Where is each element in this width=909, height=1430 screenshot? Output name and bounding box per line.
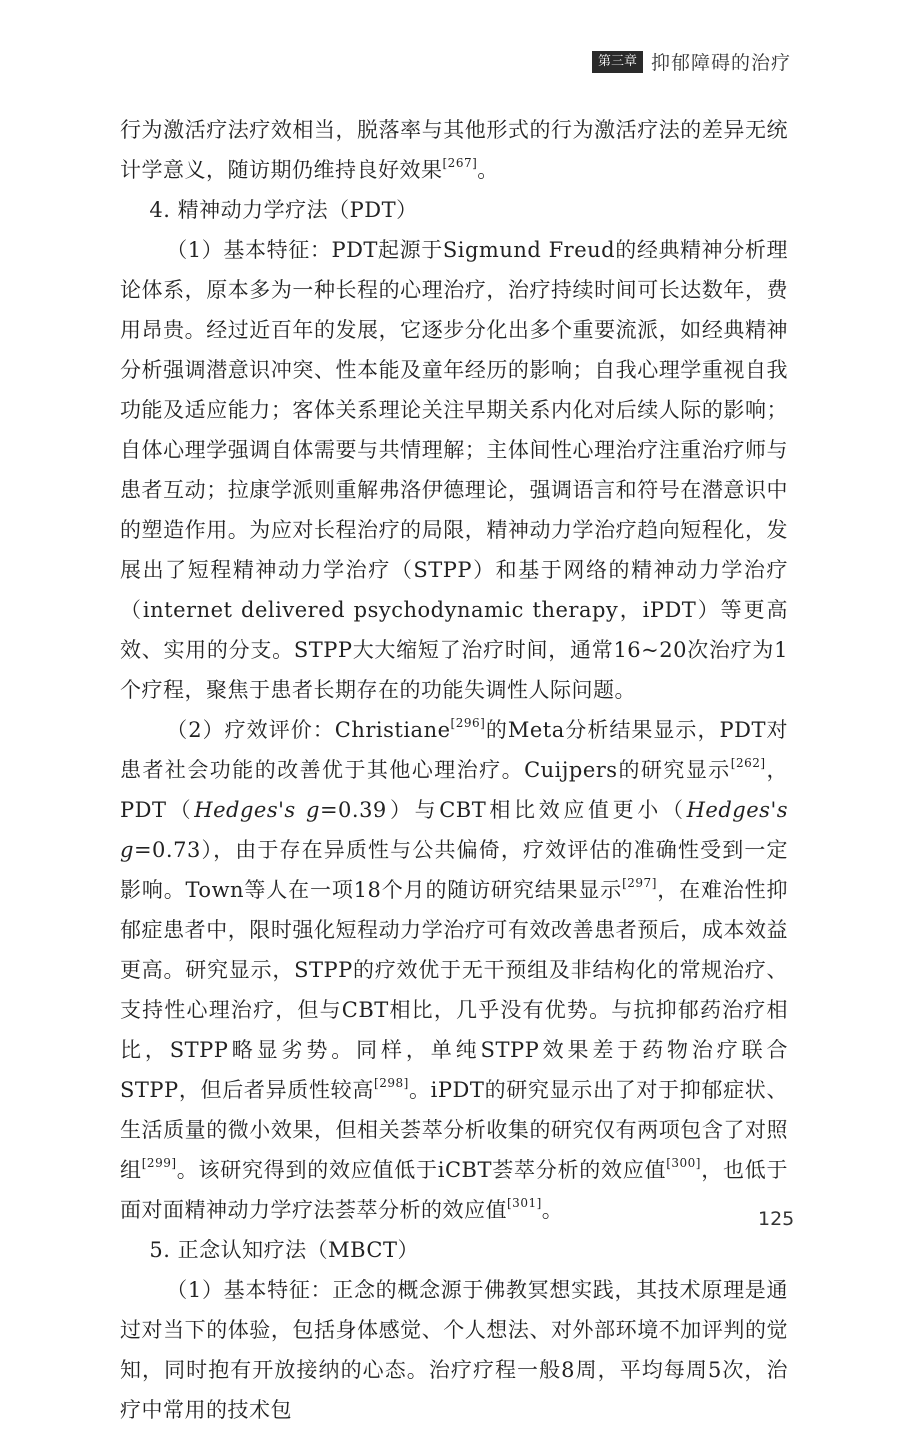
text-segment: ，PDT（	[120, 758, 788, 822]
paragraph-text-end: 。	[477, 158, 499, 182]
citation: [297]	[622, 876, 657, 890]
text-segment: ，在难治性抑郁症患者中，限时强化短程动力学治疗可有效改善患者预后，成本效益更高。研究显示，STPP的疗效优于无干预组及非结构化的常规治疗、支持性心理治疗，但与CBT相比，几乎没有优势。与抗抑郁药治疗相比，STPP略显劣势。同样，单纯STPP效果差于药物治疗联合STPP，但后者异质性较高	[120, 878, 788, 1102]
paragraph-pdt-features: （1）基本特征：PDT起源于Sigmund Freud的经典精神分析理论体系，原本多为一种长程的心理治疗，治疗持续时间可长达数年，费用昂贵。经过近百年的发展，它逐步分化出多个重要流派，如经典精神分析强调潜意识冲突、性本能及童年经历的影响；自我心理学重视自我功能及适应能力；客体关系理论关注早期关系内化对后续人际的影响；自体心理学强调自体需要与共情理解；主体间性心理治疗注重治疗师与患者互动；拉康学派则重解弗洛伊德理论，强调语言和符号在潜意识中的塑造作用。为应对长程治疗的局限，精神动力学治疗趋向短程化，发展出了短程精神动力学治疗（STPP）和基于网络的精神动力学治疗（internet delivered psychodynamic therapy，iPDT）等更高效、实用的分支。STPP大大缩短了治疗时间，通常16~20次治疗为1个疗程，聚焦于患者长期存在的功能失调性人际问题。	[120, 238, 788, 702]
text-segment: （2）疗效评价：Christiane	[166, 718, 451, 742]
citation: [262]	[730, 756, 766, 770]
section-heading-mbct: 5. 正念认知疗法（MBCT）	[149, 1238, 420, 1262]
statistic-italic: Hedges's g	[194, 798, 320, 822]
text-segment: =0.39）与CBT相比效应值更小（	[319, 798, 687, 822]
text-segment: =0.73），由于存在异质性与公共偏倚，疗效评估的准确性受到一定影响。Town等人在一项18个月的随访研究结果显示	[120, 838, 788, 902]
statistic-italic: Hedges's g	[120, 798, 788, 862]
paragraph-mbct-features: （1）基本特征：正念的概念源于佛教冥想实践，其技术原理是通过对当下的体验，包括身体感觉、个人想法、对外部环境不加评判的觉知，同时抱有开放接纳的心态。治疗疗程一般8周，平均每周5次，治疗中常用的技术包	[120, 1278, 788, 1422]
citation: [267]	[442, 156, 478, 170]
paragraph-continued	[120, 110, 788, 190]
chapter-title: 抑郁障碍的治疗	[650, 52, 791, 74]
citation: [296]	[450, 716, 486, 730]
citation: [301]	[507, 1196, 542, 1210]
citation: [299]	[141, 1156, 177, 1170]
citation: [298]	[374, 1076, 409, 1090]
paragraph-pdt-efficacy	[120, 710, 788, 1230]
text-segment: 的Meta分析结果显示，PDT对患者社会功能的改善优于其他心理治疗。Cuijpers的研究显示	[120, 718, 788, 782]
paragraph-text: 行为激活疗法疗效相当，脱落率与其他形式的行为激活疗法的差异无统计学意义，随访期仍维持良好效果	[120, 118, 788, 182]
text-segment: 。该研究得到的效应值低于iCBT荟萃分析的效应值	[176, 1158, 667, 1182]
citation: [300]	[666, 1156, 701, 1170]
text-segment: 。iPDT的研究显示出了对于抑郁症状、生活质量的微小效果，但相关荟萃分析收集的研究仅有两项包含了对照组	[120, 1078, 788, 1182]
page-number: 125	[758, 1208, 795, 1230]
running-header	[592, 48, 791, 75]
chapter-badge: 第三章	[592, 51, 643, 73]
text-segment: 。	[541, 1198, 564, 1222]
text-segment: ，也低于面对面精神动力学疗法荟萃分析的效应值	[120, 1158, 788, 1222]
section-heading-pdt: 4. 精神动力学疗法（PDT）	[149, 198, 418, 222]
page-body	[120, 110, 788, 1430]
